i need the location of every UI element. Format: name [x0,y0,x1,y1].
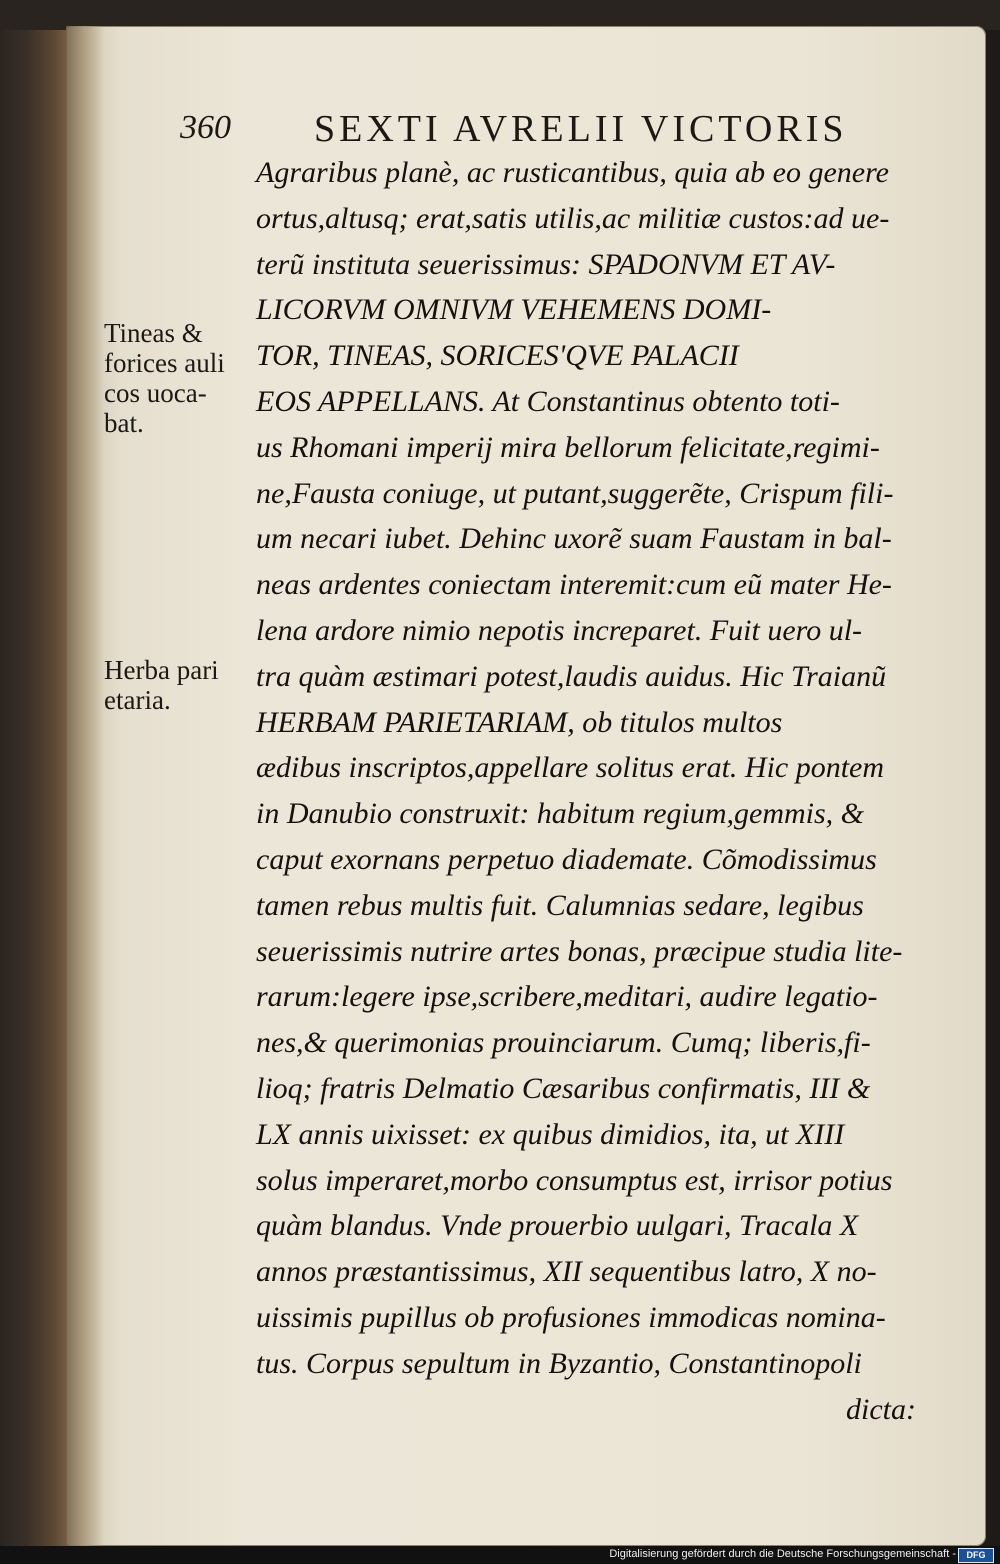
text-line: caput exornans perpetuo diademate. Cõmodissimus [256,842,877,876]
text-line: lioq; fratris Delmatio Cæsaribus confirmatis, III & [256,1071,871,1105]
text-line: ortus,altusq; erat,satis utilis,ac militiæ custos:ad ue- [256,201,890,235]
marginal-note-line: bat. [104,408,144,438]
text-line: tamen rebus multis fuit. Calumnias sedare, legibus [256,888,864,922]
text-line: Agraribus planè, ac rusticantibus, quia ab eo genere [256,156,889,189]
text-line: terũ instituta seuerissimus: SPADONVM ET AV- [256,247,836,281]
text-line: um necari iubet. Dehinc uxorẽ suam Faustam in bal- [256,522,892,556]
text-line: quàm blandus. Vnde prouerbio uulgari, Tracala X [256,1209,859,1243]
marginal-note-line: etaria. [104,685,171,715]
text-line: neas ardentes coniectam interemit:cum eũ mater He- [256,568,892,602]
text-line: seuerissimis nutrire artes bonas, præcipue studia lite- [256,934,903,968]
text-line: LX annis uixisset: ex quibus dimidios, ita, ut XIII [256,1117,845,1151]
marginal-note-line: Tineas & [104,318,203,348]
text-line: annos præstantissimus, XII sequentibus latro, X no- [256,1255,877,1289]
text-line: tra quàm æstimari potest,laudis auidus. Hic Traianũ [256,659,887,693]
running-head [180,105,880,155]
page-number: 360 [180,109,231,146]
text-line: tus. Corpus sepultum in Byzantio, Constantinopoli [256,1346,862,1380]
text-line: ædibus inscriptos,appellare solitus erat. Hic pontem [256,751,885,785]
text-line: nes,& querimonias prouinciarum. Cumq; liberis,fi- [256,1026,871,1060]
text-line: LICORVM OMNIVM VEHEMENS DOMI- [256,293,772,327]
funding-credit: Digitalisierung gefördert durch die Deutsche Forschungsgemeinschaft - [609,1548,956,1560]
text-line: solus imperaret,morbo consumptus est, irrisor potius [256,1163,893,1197]
text-line: rarum:legere ipse,scribere,meditari, audire legatio- [256,980,878,1014]
marginal-note-herba [104,655,252,715]
marginal-note-line: cos uoca- [104,378,207,408]
dfg-logo: DFG [958,1548,994,1563]
text-line: uissimis pupillus ob profusiones immodicas nomina- [256,1300,886,1334]
catchword: dicta: [846,1392,916,1426]
text-line: us Rhomani imperij mira bellorum felicitate,regimi- [256,430,880,464]
text-line: in Danubio construxit: habitum regium,gemmis, & [256,797,865,831]
text-line: EOS APPELLANS. At Constantinus obtento toti- [256,384,840,418]
page-gutter-shadow [66,26,104,1546]
text-line: HERBAM PARIETARIAM, ob titulos multos [256,705,783,739]
text-line: TOR, TINEAS, SORICES'QVE PALACII [256,339,739,373]
book-binding [0,0,70,1564]
marginal-note-tineas [104,318,252,438]
body-text [256,150,916,1432]
running-head-title: SEXTI AVRELII VICTORIS [314,108,848,150]
marginal-note-line: forices auli [104,348,225,378]
text-line: lena ardore nimio nepotis increparet. Fuit uero ul- [256,613,863,647]
text-line: ne,Fausta coniuge, ut putant,suggerẽte, Crispum fili- [256,476,894,510]
marginal-note-line: Herba pari [104,655,219,685]
